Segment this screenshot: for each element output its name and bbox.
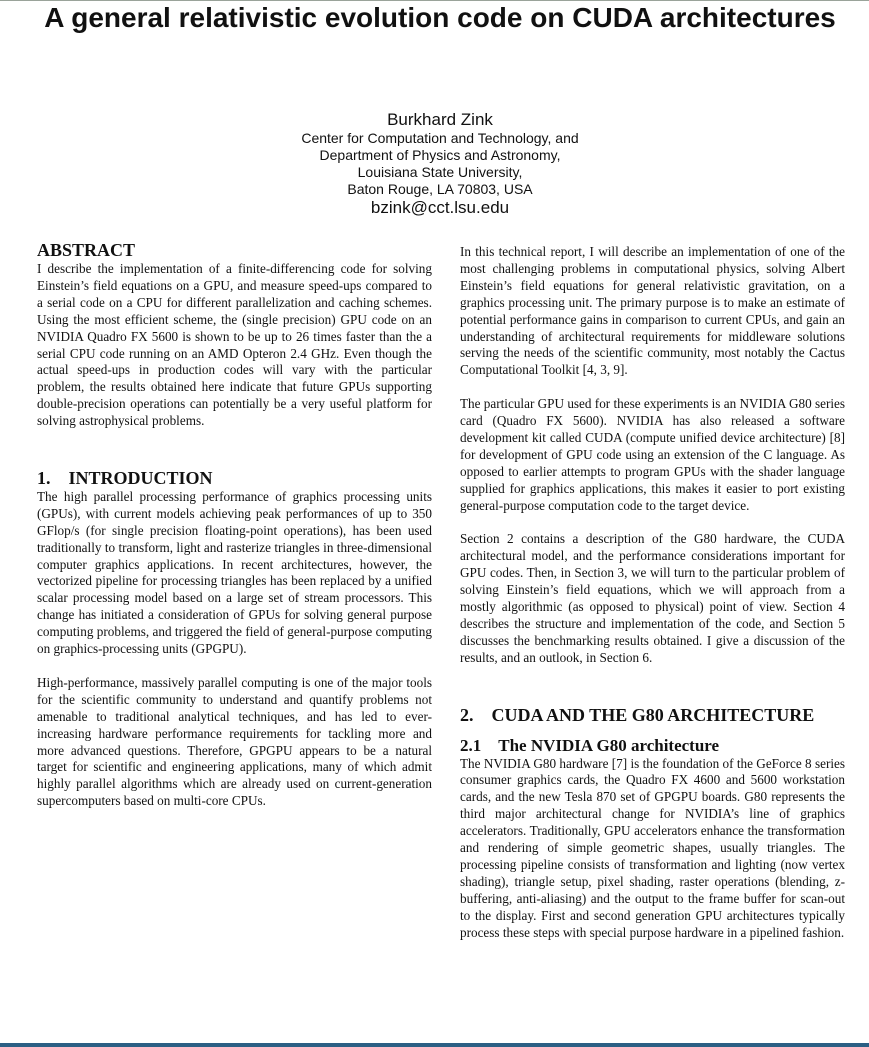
intro-paragraph-2: High-performance, massively parallel computing is one of the major tools for the scientific community to understand and quantify problems not amenable to traditional analytical techniques, and has led to ever-increasing hardware performance requirements for tackling more and more advanced questions. Therefore, GPGPU appears to be a natural target for scientific and engineering applications, many of which admit highly parallel algorithms which are already used on current-generation supercomputers based on multi-core CPUs. bbox=[37, 674, 432, 809]
section-2-1-paragraph: The NVIDIA G80 hardware [7] is the foundation of the GeForce 8 series consumer graphics cards, the Quadro FX 4600 and 5600 workstation cards, and the new Tesla 870 set of GPGPU boards. G80 represents the third major architectural change for NVIDIA’s line of graphics accelerators. Traditionally, GPU accelerators enhance the transformation and rendering of simple geometric shapes, usually triangles. The processing pipeline consists of transformation and lighting (now vertex shading), triangle setup, pixel shading, raster operations (blending, z-buffering, anti-aliasing) and the output to the frame buffer for scan-out to the display. First and second generation GPU architectures typically process these steps with special purpose hardware in a pipelined fashion. bbox=[460, 755, 845, 940]
abstract-heading: ABSTRACT bbox=[37, 240, 136, 260]
intro-paragraph-1: The high parallel processing performance of graphics processing units (GPUs), with current models achieving peak performances of up to 350 GFlop/s (for single precision floating-point operations), has been used traditionally to transform, light and rasterize triangles in three-dimensional computer graphics applications. In recent architectures, however, the vectorized pipeline for processing triangles has been replaced by a unified scalar processing model based on a large set of stream processors. This change has initiated a consideration of GPUs for solving general purpose computing problems, and triggered the field of general-purpose computing on graphics-processing units (GPGPU). bbox=[37, 488, 432, 657]
abstract-text: I describe the implementation of a finite-differencing code for solving Einstein’s field equations on a GPU, and measure speed-ups compared to a serial code on a CPU for different parallelization and caching schemes. Using the most efficient scheme, the (single precision) GPU code on an NVIDIA Quadro FX 5600 is shown to be up to 26 times faster than the a serial CPU code running on an AMD Opteron 2.4 GHz. Even though the actual speed-ups in production codes will vary with the particular problem, the results obtained here indicate that future GPUs supporting double-precision operations can potentially be a very useful platform for solving astrophysical problems. bbox=[37, 261, 432, 429]
paper-title: A general relativistic evolution code on CUDA architectures bbox=[44, 2, 836, 33]
subsection-2-1-heading: 2.1 The NVIDIA G80 architecture bbox=[460, 735, 720, 755]
affiliation-line: Department of Physics and Astronomy, bbox=[319, 147, 561, 163]
introduction-heading: 1. INTRODUCTION bbox=[37, 467, 213, 488]
right-column bbox=[460, 244, 845, 941]
affiliation-line: Center for Computation and Technology, and bbox=[301, 130, 579, 146]
author-email: bzink@cct.lsu.edu bbox=[370, 198, 510, 217]
left-column bbox=[37, 239, 432, 810]
intro-paragraph-4: The particular GPU used for these experiments is an NVIDIA G80 series card (Quadro FX 5600). NVIDIA has also released a software development kit called CUDA (compute unified device architecture) [8] for development of GPU code using an extension of the C language. As opposed to earlier attempts to program GPUs with the shader language supplied for graphics applications, this makes it easier to port existing general-purpose computation code to the target device. bbox=[460, 396, 845, 513]
bottom-border-bar bbox=[0, 1043, 869, 1047]
section-2-heading: 2. CUDA AND THE G80 ARCHITECTURE bbox=[460, 704, 815, 725]
top-border-line bbox=[0, 0, 869, 1]
intro-paragraph-5: Section 2 contains a description of the G80 hardware, the CUDA architectural model, and the performance considerations important for GPU codes. Then, in Section 3, we will turn to the particular problem of solving Einstein’s field equations, which we will approach from a mostly algorithmic (as opposed to physical) point of view. Section 4 describes the structure and implementation of the code, and Section 5 discusses the benchmarking results obtained. I give a discussion of the results, and an outlook, in Section 6. bbox=[460, 531, 845, 665]
affiliation-line: Baton Rouge, LA 70803, USA bbox=[347, 181, 533, 197]
author-name: Burkhard Zink bbox=[387, 110, 493, 129]
intro-paragraph-3: In this technical report, I will describe an implementation of one of the most challenging problems in computational physics, solving Albert Einstein’s field equations for general relativistic gravitation, on a graphics processing unit. The primary purpose is to make an estimate of potential performance gains in comparison to current CPUs, and gain an understanding of architectural requirements for middleware solutions serving the needs of the scientific community, most notably the Cactus Computational Toolkit [4, 3, 9]. bbox=[460, 244, 845, 378]
author-block bbox=[20, 110, 860, 218]
affiliation-line: Louisiana State University, bbox=[357, 164, 523, 180]
